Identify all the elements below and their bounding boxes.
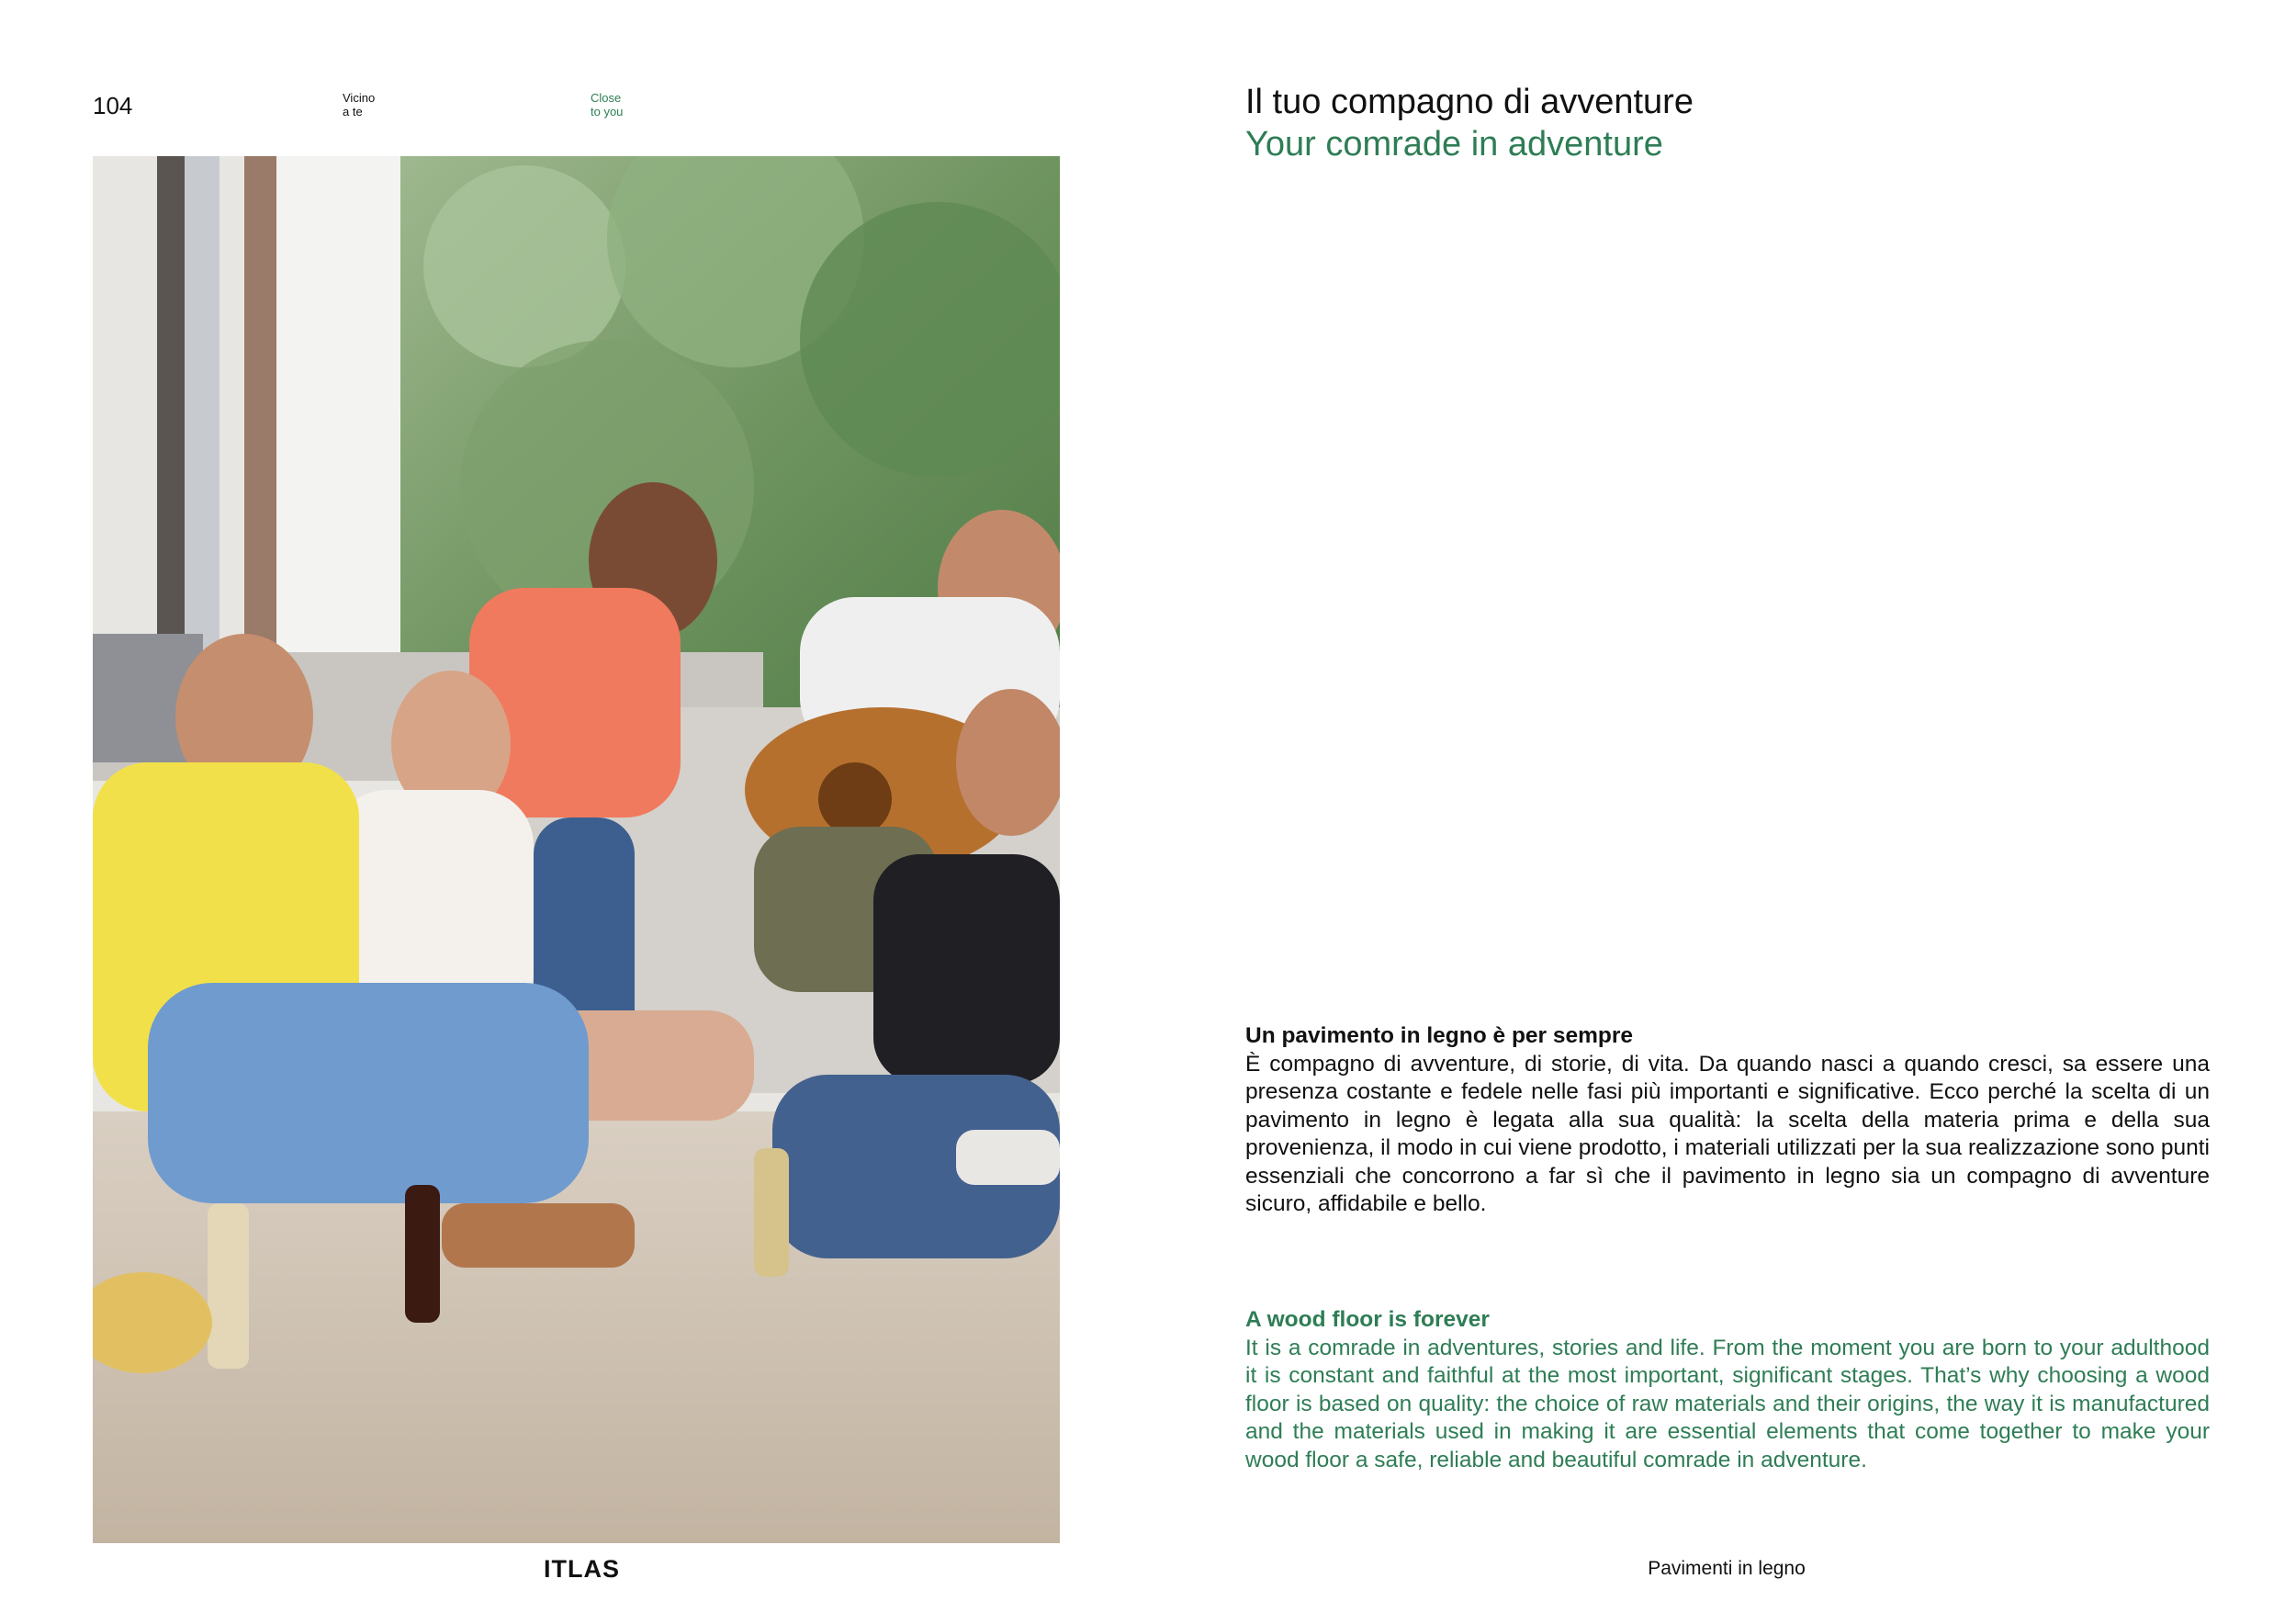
section-label-italian-line: a te — [343, 105, 363, 118]
english-text-block — [1245, 1306, 2210, 1474]
title-english: Your comrade in adventure — [1245, 125, 1663, 164]
section-label-italian-line: Vicino — [343, 91, 376, 105]
italian-heading: Un pavimento in legno è per sempre — [1245, 1023, 1634, 1048]
section-label-italian — [343, 91, 453, 118]
page-number: 104 — [93, 92, 133, 119]
lifestyle-photo — [93, 156, 1060, 1543]
title-italian: Il tuo compagno di avventure — [1245, 83, 1694, 121]
english-heading: A wood floor is forever — [1245, 1307, 1490, 1332]
section-label-english-line: to you — [591, 105, 624, 118]
italian-text-block — [1245, 1022, 2210, 1219]
photo-illustration — [93, 156, 1060, 1543]
section-label-english — [591, 91, 701, 118]
section-label-english-line: Close — [591, 91, 622, 105]
footer-section-label: Pavimenti in legno — [1648, 1558, 1806, 1579]
italian-body: È compagno di avventure, di storie, di vita. Da quando nasci a quando cresci, sa essere una presenza costante e fedele nelle fasi più importanti e significative. Ecco perché la scelta di un pavimento in legno è legata alla sua qualità: la scelta della materia prima e della sua provenienza, il modo in cui viene prodotto, i materiali utilizzati per la sua realizzazione sono punti essenziali che concorrono a far sì che il pavimento in legno sia un compagno di avventure sicuro, affidabile e bello. — [1245, 1051, 2210, 1216]
brand-logo: ITLAS — [544, 1555, 620, 1583]
english-body: It is a comrade in adventures, stories and life. From the moment you are born to your adulthood it is constant and faithful at the most important, significant stages. That’s why choosing a wood floor is based on quality: the choice of raw materials and their origins, the way it is manufactured and the materials used in making it are essential elements that come together to make your wood floor a safe, reliable and beautiful comrade in adventure. — [1245, 1335, 2210, 1472]
